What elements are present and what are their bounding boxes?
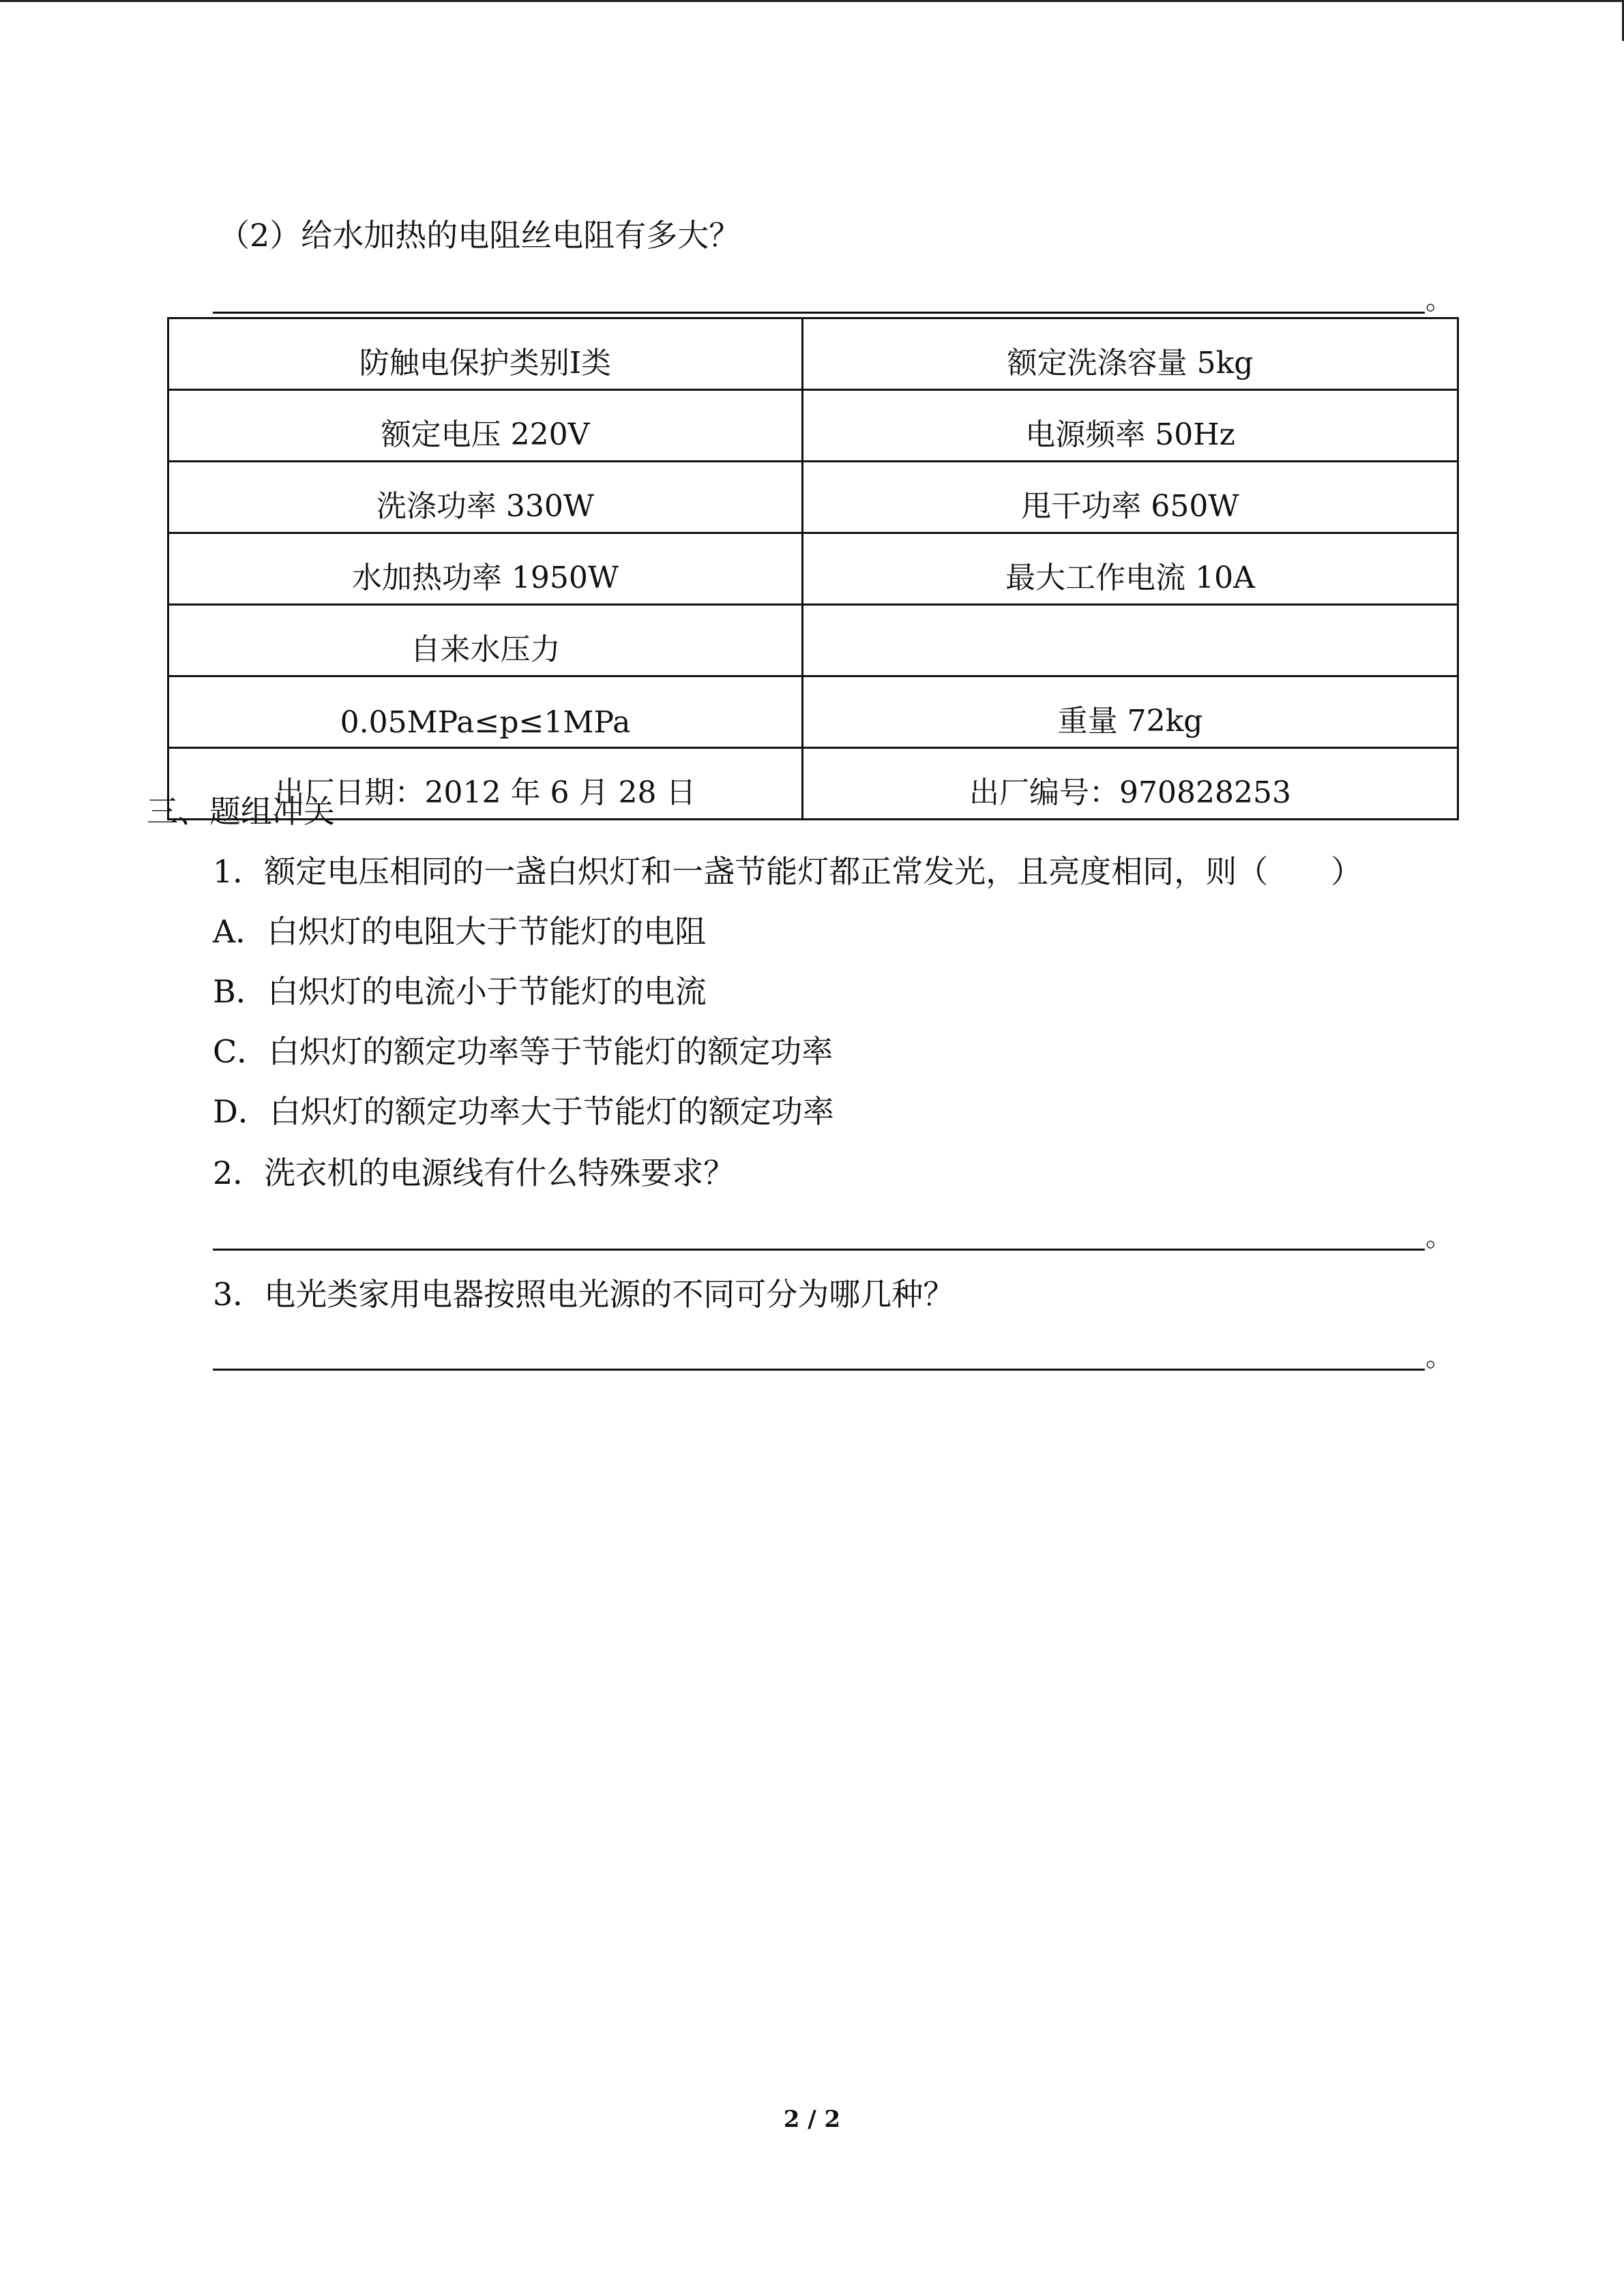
answer-end-mark: 。: [1426, 284, 1453, 316]
table-row: [168, 462, 1458, 533]
page-number: 2 / 2: [783, 2106, 841, 2133]
table-cell: [803, 605, 1458, 676]
answer-line-power-cord[interactable]: [213, 1249, 1425, 1251]
table-cell: 防触电保护类别Ⅰ类: [168, 318, 803, 390]
table-cell: 出厂编号：970828253: [803, 748, 1458, 820]
table-cell: 自来水压力: [168, 605, 803, 676]
option-a[interactable]: A．白炽灯的电阻大于节能灯的电阻: [213, 913, 707, 950]
section-title: 三、题组冲关: [147, 793, 335, 830]
answer-line-light-sources[interactable]: [213, 1369, 1425, 1371]
option-c[interactable]: C．白炽灯的额定功率等于节能灯的额定功率: [213, 1033, 833, 1070]
page-top-border: [0, 0, 1624, 2]
washing-machine-spec-table: [167, 317, 1459, 820]
table-row: [168, 318, 1458, 390]
question-3-stem: 3．电光类家用电器按照电光源的不同可分为哪几种？: [213, 1276, 955, 1313]
table-row: [168, 605, 1458, 676]
table-cell: 额定电压 220V: [168, 390, 803, 462]
answer-end-mark: 。: [1426, 1221, 1453, 1253]
question-2-heat-resistance: （2）给水加热的电阻丝电阻有多大？: [218, 217, 741, 254]
table-cell: 水加热功率 1950W: [168, 533, 803, 605]
table-cell: 电源频率 50Hz: [803, 390, 1458, 462]
table-cell: 甩干功率 650W: [803, 462, 1458, 533]
question-2-stem: 2．洗衣机的电源线有什么特殊要求？: [213, 1154, 735, 1191]
table-row: [168, 676, 1458, 748]
table-cell: 洗涤功率 330W: [168, 462, 803, 533]
option-b[interactable]: B．白炽灯的电流小于节能灯的电流: [213, 973, 707, 1010]
table-row: [168, 390, 1458, 462]
answer-line-heat-resistance[interactable]: [213, 312, 1425, 314]
table-row: [168, 533, 1458, 605]
table-cell: 出厂日期：2012 年 6 月 28 日: [168, 748, 803, 820]
question-1-stem: 1．额定电压相同的一盏白炽灯和一盏节能灯都正常发光，且亮度相同，则（ ）: [213, 853, 1363, 890]
answer-end-mark: 。: [1426, 1341, 1453, 1373]
table-cell: 0.05MPa≤p≤1MPa: [168, 676, 803, 748]
table-row: [168, 748, 1458, 820]
option-d[interactable]: D．白炽灯的额定功率大于节能灯的额定功率: [213, 1093, 834, 1130]
table-cell: 最大工作电流 10A: [803, 533, 1458, 605]
table-cell: 额定洗涤容量 5kg: [803, 318, 1458, 390]
table-cell: 重量 72kg: [803, 676, 1458, 748]
